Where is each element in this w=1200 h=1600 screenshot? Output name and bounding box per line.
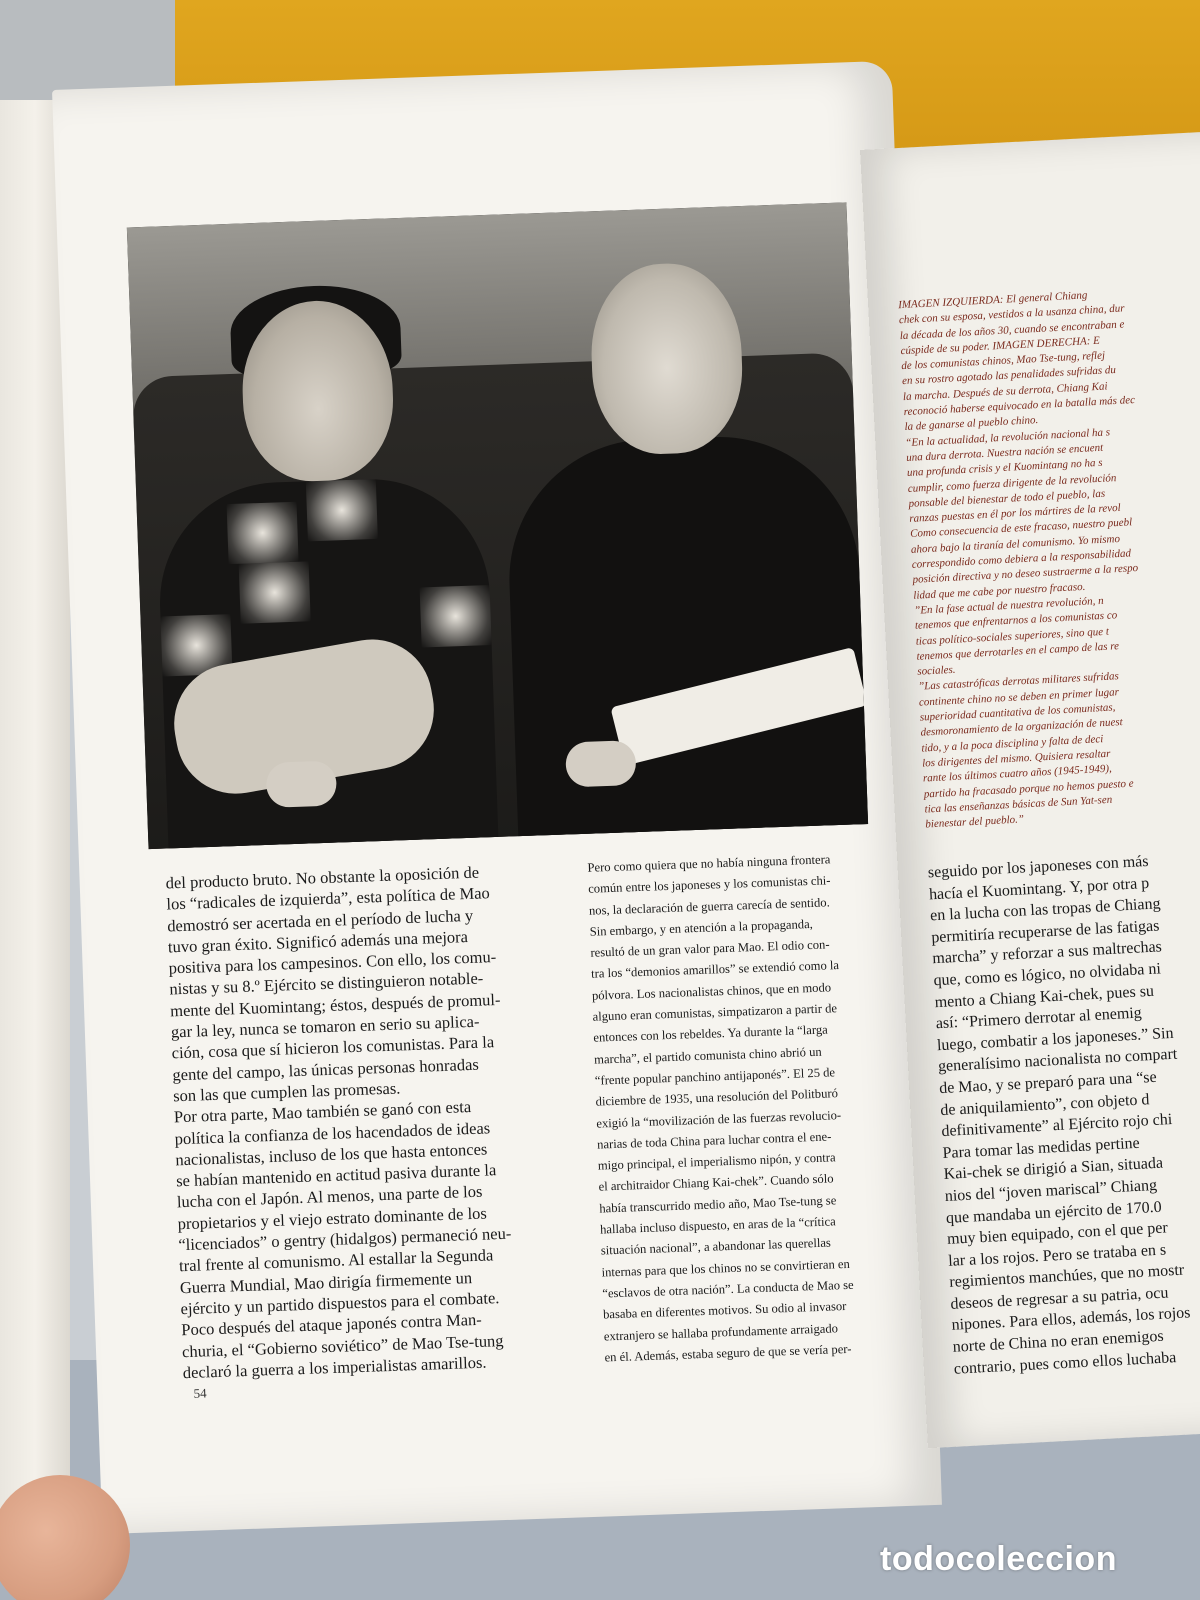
text-column-left: del producto bruto. No obstante la oposición de los “radicales de izquierda”, esta política de Mao demostró ser acertada en el período de lucha y tuvo gran éxito. Significó además una mejora positiva para los campesinos. Con ello, los comu- nistas y su 8.º Ejército se distinguieron notable- mente del Kuomintang; éstos, después de promul- gar la ley, nunca se tomaron en serio su aplica- ción, cosa que sí hicieron los comunistas. Para la gente del campo, las únicas personas honradas son las que cumplen las promesas. Por otra parte, Mao también se ganó con esta política la confianza de los hacendados de ideas nacionalistas, incluso de los que hasta entonces se habían mantenido en actitud pasiva durante la lucha con el Japón. Al menos, una parte de los propietarios y el viejo estrato dominante de los “licenciados” o gentry (hidalgos) permaneció neu- tral frente al comunismo. Al estallar la Segunda Guerra Mundial, Mao dirigía firmemente un ejército y un partido dispuestos para el combate. Poco después del ataque japonés contra Man- churia, el “Gobierno soviético” de Mao Tse-tung declaró la guerra a los imperialistas amarillos. (165, 862, 512, 1383)
page-number: 54 (193, 1385, 207, 1401)
dress-embroidery (306, 479, 378, 541)
text-column-middle: Pero como quiera que no había ninguna frontera común entre los japoneses y los comunistas chi- nos, la declaración de guerra carecía de sentido. Sin embargo, y en atención a la propaganda, resultó de un gran valor para Mao. El odio con- tra los “demonios amarillos” se extendió como la pólvora. Los nacionalistas chinos, que en modo alguno eran comunistas, simpatizaron a partir de entonces con los rebeldes. Ya durante la “larga marcha”, el partido comunista chino abrió un “frente popular panchino antijaponés”. El 25 de diciembre de 1935, una resolución del Politburó exigió la “movilización de las fuerzas revolucio- narias de toda China para luchar contra el ene- migo principal, el imperialismo nipón, y contra el architraidor Chiang Kai-chek”. Cuando sólo había transcurrido medio año, Mao Tse-tung se hallaba incluso dispuesto, en aras de la “crítica situación nacional”, a abandonar las querellas internas para que los chinos no se convirtieran en “esclavos de otra nación”. La conducta de Mao se basaba en diferentes motivos. Su odio al invasor extranjero se hallaba profundamente arraigado en él. Además, estaba seguro de que se vería per- (587, 852, 854, 1365)
dress-embroidery (420, 585, 492, 647)
dress-embroidery (239, 561, 311, 623)
watermark-logo: todocoleccion (880, 1540, 1117, 1578)
historical-photograph (127, 202, 868, 849)
man-hand (565, 740, 637, 787)
woman-hand (266, 761, 338, 808)
text-column-right: seguido por los japoneses con más hacía el Kuomintang. Y, por otra p en la lucha con las tropas de Chiang permitiría recuperarse de las fatigas marcha” y reforzar a sus maltrechas que, como es lógico, no olvidaba ni mento a Chiang Kai-chek, pues su así: “Primero derrotar al enemig luego, combatir a los japoneses.” Sin generalísimo nacionalista no compart de Mao, y se preparó para una “se de aniquilamiento”, con objeto d definitivamente” al Ejército rojo chi Para tomar las medidas pertine Kai-chek se dirigió a Sian, situada nios del “joven mariscal” Chiang que mandaba un ejército de 170.0 muy bien equipado, con el que per lar a los rojos. Pero se trataba en s regimientos manchúes, que no mostr deseos de regresar a su patria, ocu nipones. Para ellos, además, los rojos norte de China no eran enemigos contrario, pues como ellos luchaba (927, 852, 1191, 1378)
dress-embroidery (227, 502, 299, 564)
left-book-page (52, 61, 942, 1534)
man-figure (505, 432, 868, 844)
photo-caption: IMAGEN IZQUIERDA: El general Chiang chek con su esposa, vestidos a la usanza china, dur la década de los años 30, cuando se encontraban e cúspide de su poder. IMAGEN DERECHA: E de los comunistas chinos, Mao Tse-tung, reflej en su rostro agotado las penalidades sufridas du la marcha. Después de su derrota, Chiang Kai reconoció haberse equivocado en la batalla más dec la de ganarse al pueblo chino. “En la actualidad, la revolución nacional ha s una dura derrota. Nuestra nación se encuent una profunda crisis y el Kuomintang no ha s cumplir, como fuerza dirigente de la revolución ponsable del bienestar de todo el pueblo, las ranzas puestas en él por los mártires de la revol Como consecuencia de este fracaso, nuestro puebl ahora bajo la tiranía del comunismo. Yo mismo correspondido como debiera a la responsabilidad posición directiva y no deseo sustraerme a la respo lidad que me cabe por nuestro fracaso. ”En la fase actual de nuestra revolución, n tenemos que enfrentarnos a los comunistas co ticas político-sociales superiores, sino que t tenemos que derrotarles en el campo de las re sociales. ”Las catastróficas derrotas militares sufridas continente chino no se deben en primer lugar superioridad cuantitativa de los comunistas, desmoronamiento de la organización de nuest tido, y a la poca disciplina y falta de deci los dirigentes del mismo. Quisiera resaltar rante los últimos cuatro años (1945-1949), partido ha fracasado porque no hemos puesto e tica las enseñanzas básicas de Sun Yat-sen bienestar del pueblo.” (897, 289, 1139, 831)
